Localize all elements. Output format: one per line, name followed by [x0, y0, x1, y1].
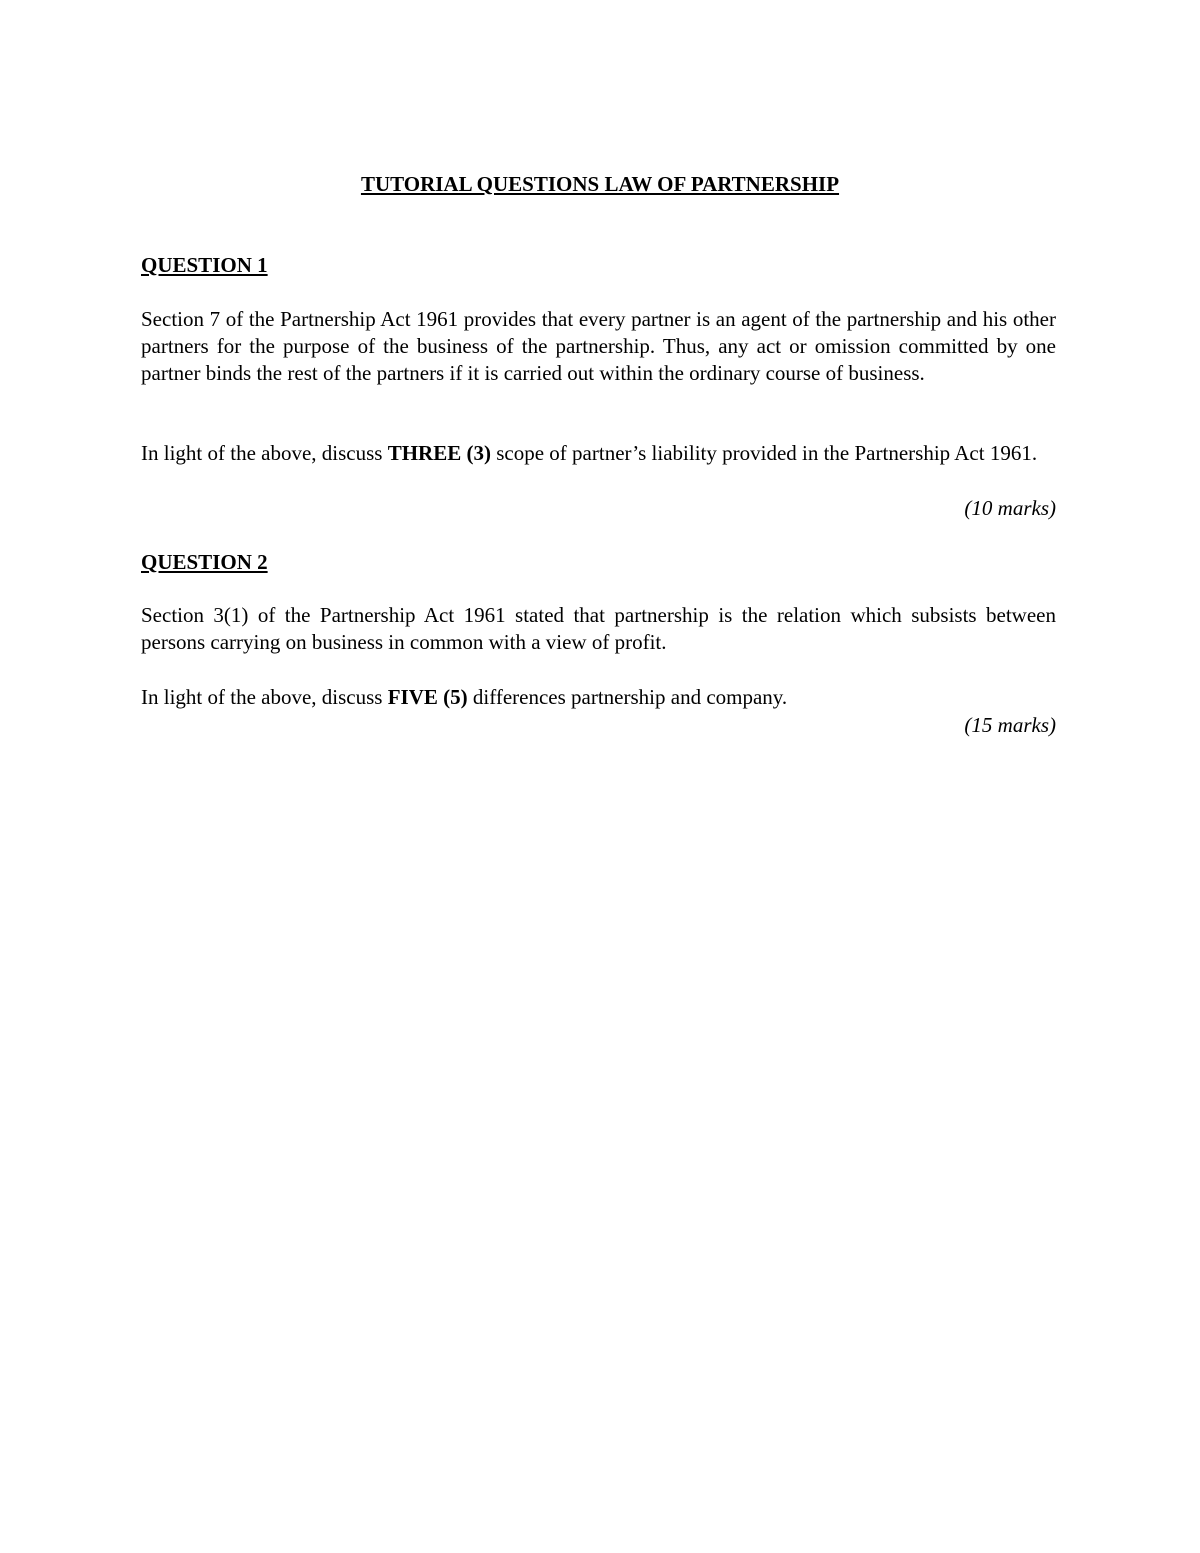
question-1-task-prefix: In light of the above, discuss	[141, 441, 388, 465]
question-2-task	[141, 684, 1056, 711]
question-2-heading: QUESTION 2	[141, 550, 268, 574]
question-1-marks: (10 marks)	[964, 496, 1056, 520]
question-1-task	[141, 440, 1056, 467]
question-1-passage: Section 7 of the Partnership Act 1961 provides that every partner is an agent of the partnership and his other partners for the purpose of the business of the partnership. Thus, any act or omission committed by one partner binds the rest of the partners if it is carried out within the ordinary course of business.	[141, 307, 1056, 385]
question-1-heading: QUESTION 1	[141, 253, 268, 277]
question-2-marks: (15 marks)	[964, 713, 1056, 737]
question-2-task-count: FIVE (5)	[387, 685, 468, 709]
question-2-passage: Section 3(1) of the Partnership Act 1961 stated that partnership is the relation which subsists between persons carrying on business in common with a view of profit.	[141, 603, 1056, 654]
question-1-task-count: THREE (3)	[387, 441, 491, 465]
question-2-task-suffix: differences partnership and company.	[467, 685, 788, 709]
question-2-task-prefix: In light of the above, discuss	[141, 685, 388, 709]
document-title: TUTORIAL QUESTIONS LAW OF PARTNERSHIP	[360, 172, 840, 196]
question-1-task-suffix: scope of partner’s liability provided in the Partnership Act 1961.	[490, 441, 1038, 465]
